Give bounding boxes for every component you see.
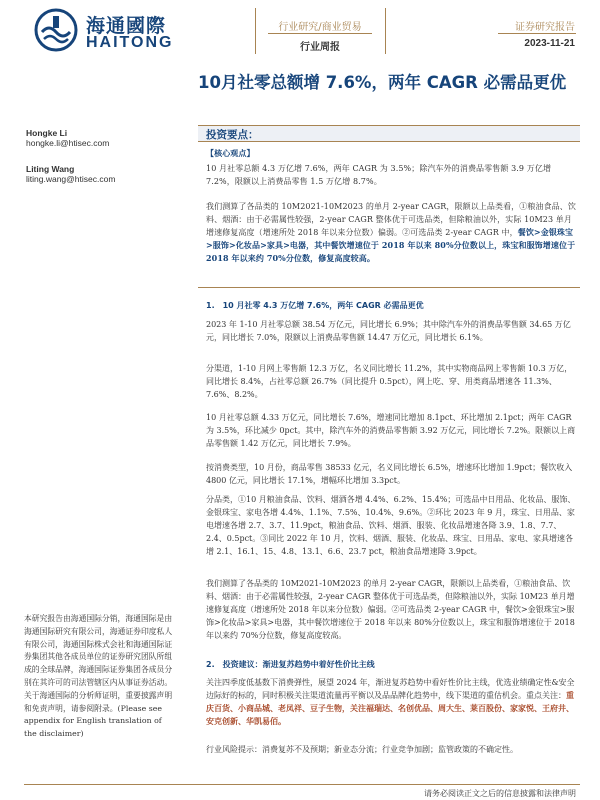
- body-paragraph: 2023 年 1-10 月社零总额 38.54 万亿元，同比增长 6.9%；其中除汽车外的消费品零售额 34.65 万亿元，同比增长 7.0%，限额以上消费品零售额 14.47 万亿元，同比增长 6.1%。: [206, 320, 571, 342]
- body-text: 关注四季度低基数下消费弹性，展望 2024 年，渐进复苏趋势中看好性价比主线，优选业绩确定性&安全边际好的标的，同时积极关注渠道流量再平衡以及品品牌化趋势中，线下渠道的重估机会。重点关注：: [206, 678, 575, 700]
- report-title: 10月社零总额增 7.6%，两年 CAGR 必需品更优: [198, 73, 567, 92]
- footer-divider: [24, 784, 580, 785]
- key-point-highlight: 餐饮>金银珠宝>服饰>化妆品>家具>电器，其中餐饮增速位于 2018 年以来 80%分位数以上，珠宝和服饰增速位于 2018 年以来约 70%分位数，修复高度较高。: [206, 227, 576, 263]
- key-points-divider: [198, 287, 580, 288]
- report-type: 行业周报: [300, 42, 340, 53]
- logo-chinese-text: 海通國際: [86, 15, 167, 37]
- section-heading: 1. 10 月社零 4.3 万亿增 7.6%，两年 CAGR 必需品更优: [206, 301, 424, 310]
- logo-english-text: HAITONG: [86, 34, 174, 51]
- body-paragraph: [206, 676, 576, 728]
- body-paragraph: 10 月社零总额 4.33 万亿元，同比增长 7.6%，增速同比增加 8.1pct、环比增加 2.1pct；两年 CAGR 为 3.5%，环比减少 0pct。其中，除汽车外的消费品零售额 3.92 万亿元，同比增长 7.2%。限额以上商品零售额 1.42 万亿元，同比增长 7.9%。: [206, 413, 576, 448]
- disclaimer-note: 本研究报告由海通国际分销，海通国际是由海通国际研究有限公司，海通证券印度私人有限公司，海通国际株式会社和海通国际证券集团其他各成员单位的证券研究团队所组成的全球品牌，海通国际证券集团各成员分别在其许可的司法管辖区内从事证券活动。关于海通国际的分析师证明，重要披露声明和免责声明，请参阅附录。(Please see appendix for English translation of the disclaimer): [24, 614, 173, 739]
- key-point-paragraph: [206, 200, 576, 265]
- body-paragraph: 我们测算了各品类的 10M2021-10M2023 的单月 2-year CAGR，限额以上品类看，①粮油食品、饮料、烟酒：由于必需属性较强，2-year CAGR 整体优于可选品类，但除粮油以外，实际 10M23 单月增速修复高度（增速所处 2018 年以来分位数）偏弱。②可选品类 2-year CAGR 中，餐饮>金银珠宝>服饰>化妆品>家具>电器，其中餐饮增速位于 2018 年以来 80%分位数以上，珠宝和服饰增速位于 2018 年以来约 70%分位数，修复高度较高。: [206, 579, 575, 640]
- company-logo: [34, 8, 204, 52]
- author-name: Hongke Li: [26, 128, 68, 138]
- header-divider: [255, 8, 256, 54]
- core-view-label: 【核心观点】: [206, 148, 255, 158]
- author-email[interactable]: liting.wang@htisec.com: [26, 174, 116, 184]
- key-point-text: 我们测算了各品类的 10M2021-10M2023 的单月 2-year CAGR，限额以上品类看，①粮油食品、饮料、烟酒：由于必需属性较强，2-year CAGR 整体优于可选品类，但除粮油以外，实际 10M23 单月增速修复高度（增速所处 2018 年以来分位数）偏弱。②可选品类 2-year CAGR 中，: [206, 202, 576, 237]
- haitong-logo-icon: [34, 8, 78, 52]
- footer-notice: 请务必阅读正文之后的信息披露和法律声明: [424, 789, 576, 798]
- key-point-paragraph: 10 月社零总额 4.3 万亿增 7.6%，两年 CAGR 为 3.5%；除汽车外的消费品零售额 3.9 万亿增 7.2%，限额以上消费品零售 1.5 万亿增 8.7%。: [206, 164, 552, 186]
- body-paragraph: 分渠道，1-10 月网上零售额 12.3 万亿，名义同比增长 11.2%，其中实物商品网上零售额 10.3 万亿，同比增长 8.4%，占社零总额 26.7%（同比提升 0.5pct），网上吃、穿、用类商品增速各 11.3%、7.6%、8.2%。: [206, 364, 573, 399]
- key-points-title: 投资要点：: [206, 129, 259, 141]
- stock-highlight: 重庆百货、小商品城、老凤祥、豆子生物，关注福瑞达、名创优品、周大生、莱百股份、家家悦、王府井、安克创新、华凯易佰。: [206, 690, 574, 726]
- header-rule: [498, 33, 576, 34]
- section-heading: 2. 投资建议：渐进复苏趋势中着好性价比主线: [206, 660, 375, 669]
- report-category: 行业研究/商业贸易: [278, 22, 362, 33]
- header-rule: [268, 33, 372, 34]
- risk-warning: 行业风险提示：消费复苏不及预期；新业态分流；行业竞争加剧；监管政策的不确定性。: [206, 745, 518, 754]
- report-date: 2023-11-21: [524, 38, 575, 49]
- author-list: [26, 128, 176, 184]
- body-paragraph: 按消费类型，10 月份，商品零售 38533 亿元，名义同比增长 6.5%，增速环比增加 1.9pct；餐饮收入 4800 亿元，同比增长 17.1%，增幅环比增加 3.3pct。: [206, 463, 573, 485]
- author-name: Liting Wang: [26, 164, 75, 174]
- key-points-header: [198, 125, 580, 142]
- body-paragraph: 分品类，①10 月粮油食品、饮料、烟酒各增 4.4%、6.2%、15.4%；可选品中日用品、化妆品、服饰、金银珠宝、家电各增 4.4%、1.1%、7.5%、10.4%、9.6%。②环比 2023 年 9 月，珠宝、日用品、家电增速各增 2.7、3.7、11.9pct，粮油食品、饮料、烟酒、服装、化妆品增速各降 3.9、1.8、7.7、2.4、0.5pct。③同比 2022 年 10 月，饮料、烟酒、服装、化妆品、珠宝、日用品、家电、家具增速各增 2.1、16.1、15、4.8、13.1、6.6、23.7 pct，粮油食品增速降 3.9pct。: [206, 495, 576, 556]
- report-header: [0, 0, 600, 60]
- header-divider: [385, 8, 386, 54]
- report-series: 证券研究报告: [515, 22, 575, 33]
- author-email[interactable]: hongke.li@htisec.com: [26, 138, 110, 148]
